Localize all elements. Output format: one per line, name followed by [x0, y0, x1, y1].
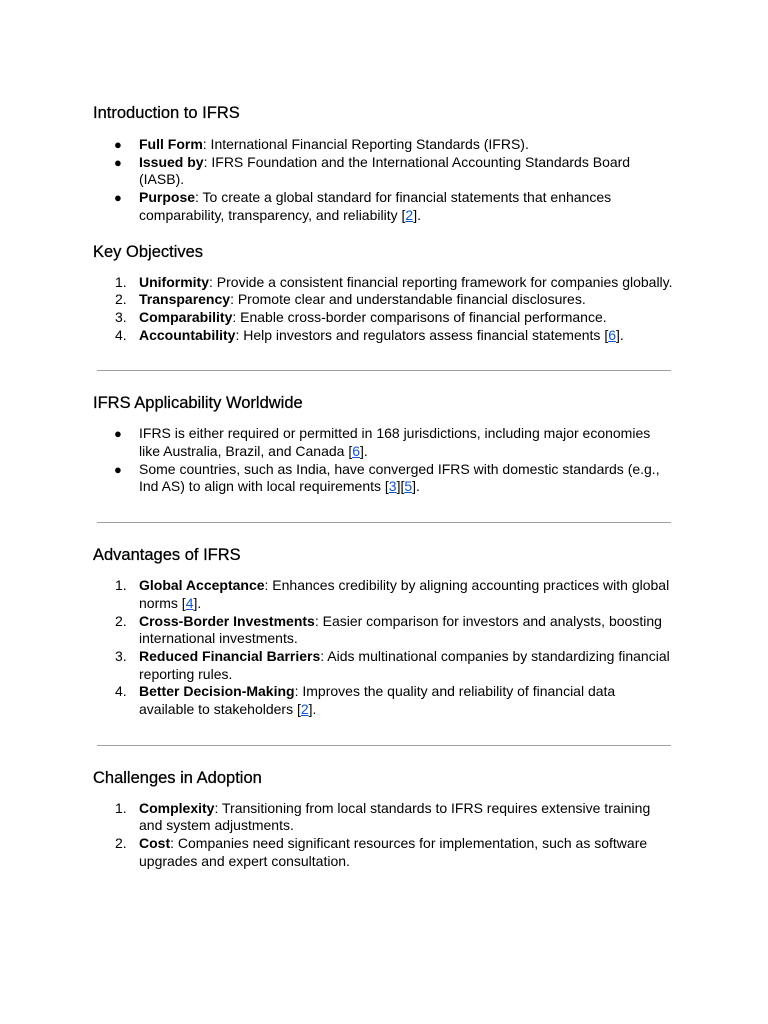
bullet-marker: ● [114, 461, 122, 477]
horizontal-divider [97, 522, 671, 523]
list-item [93, 683, 673, 718]
number-marker: 3. [115, 647, 127, 664]
bullet-marker: ● [114, 137, 122, 152]
advantages-list [93, 577, 673, 719]
list-item [93, 835, 673, 870]
list-item [93, 613, 673, 648]
item-term: Comparability [139, 308, 233, 325]
horizontal-divider [97, 370, 671, 371]
item-text-tail: ]. [412, 478, 420, 495]
item-term: Global Acceptance [139, 577, 265, 594]
item-term: Reduced Financial Barriers [139, 647, 321, 664]
item-text: : Easier comparison for investors and analysts, boosting international investments. [139, 612, 662, 647]
citation-link[interactable]: 5 [404, 478, 413, 495]
section-heading-applicability: IFRS Applicability Worldwide [93, 394, 303, 413]
list-item [93, 425, 673, 460]
number-marker: 4. [115, 326, 127, 343]
list-item [93, 136, 673, 154]
list-item [93, 274, 673, 292]
list-item [93, 648, 673, 683]
item-text: : Enhances credibility by aligning accounting practices with global norms [ [139, 577, 670, 611]
list-item [93, 309, 673, 327]
list-item [93, 189, 673, 224]
item-text-mid: ][ [396, 478, 405, 495]
number-marker: 4. [115, 683, 127, 700]
item-text-tail: ]. [413, 206, 421, 223]
citation-link[interactable]: 2 [300, 701, 309, 718]
challenges-list [93, 800, 673, 871]
number-marker: 1. [115, 799, 127, 816]
number-marker: 2. [115, 291, 127, 308]
item-text: : International Financial Reporting Standards (IFRS). [202, 136, 529, 152]
item-text: : Companies need significant resources for implementation, such as software upgrades and expert consultation. [139, 835, 648, 869]
item-text: : IFRS Foundation and the International Accounting Standards Board (IASB). [139, 153, 631, 188]
applicability-list [93, 425, 673, 496]
item-term: Issued by [139, 153, 204, 170]
item-text-tail: ]. [308, 701, 317, 718]
item-term: Purpose [139, 189, 196, 206]
citation-link[interactable]: 3 [388, 478, 397, 495]
section-heading-objectives: Key Objectives [93, 242, 204, 261]
document-content [93, 101, 673, 871]
intro-list [93, 136, 673, 225]
item-text-tail: ]. [360, 443, 368, 460]
item-text: : Provide a consistent financial reporting framework for companies globally. [209, 273, 673, 290]
list-item [93, 461, 673, 496]
item-term: Better Decision-Making [139, 683, 295, 700]
number-marker: 1. [115, 273, 127, 290]
item-text: : Transitioning from local standards to IFRS requires extensive training and system adjustments. [139, 799, 651, 834]
item-text-tail: ]. [616, 326, 624, 343]
horizontal-divider [97, 745, 671, 746]
section-heading-advantages: Advantages of IFRS [93, 546, 241, 565]
number-marker: 1. [115, 577, 127, 594]
item-term: Transparency [139, 291, 231, 308]
item-text: : Promote clear and understandable financial disclosures. [230, 291, 586, 308]
item-text: : Help investors and regulators assess financial statements [ [235, 326, 609, 343]
item-term: Full Form [139, 136, 203, 152]
list-item [93, 154, 673, 189]
citation-link[interactable]: 2 [405, 206, 414, 223]
item-term: Cost [139, 835, 171, 852]
citation-link[interactable]: 6 [608, 326, 617, 343]
item-text: IFRS is either required or permitted in 168 jurisdictions, including major economies like Australia, Brazil, and Canada [ [139, 425, 651, 460]
objectives-list [93, 274, 673, 345]
list-item [93, 577, 673, 612]
item-text: Some countries, such as India, have converged IFRS with domestic standards (e.g., Ind AS) to align with local requirements [ [139, 460, 660, 495]
section-heading-introduction: Introduction to IFRS [93, 104, 240, 122]
section-heading-challenges: Challenges in Adoption [93, 768, 262, 787]
number-marker: 3. [115, 308, 127, 325]
list-item [93, 800, 673, 835]
number-marker: 2. [115, 835, 127, 852]
item-term: Accountability [139, 326, 236, 343]
bullet-marker: ● [114, 426, 122, 442]
list-item [93, 327, 673, 345]
number-marker: 2. [115, 612, 127, 629]
bullet-marker: ● [114, 190, 122, 206]
item-term: Complexity [139, 799, 215, 816]
bullet-marker: ● [114, 154, 122, 170]
citation-link[interactable]: 4 [185, 594, 194, 611]
item-text: : Improves the quality and reliability of financial data available to stakeholders [ [139, 683, 616, 718]
list-item [93, 291, 673, 309]
item-text: : Aids multinational companies by standardizing financial reporting rules. [139, 647, 670, 682]
citation-link[interactable]: 6 [352, 443, 361, 460]
item-term: Cross-Border Investments [139, 612, 315, 629]
item-text: : To create a global standard for financial statements that enhances comparability, transparency, and reliability [ [139, 189, 612, 223]
item-text-tail: ]. [193, 594, 202, 611]
item-text: : Enable cross-border comparisons of financial performance. [232, 308, 607, 325]
item-term: Uniformity [139, 273, 209, 290]
